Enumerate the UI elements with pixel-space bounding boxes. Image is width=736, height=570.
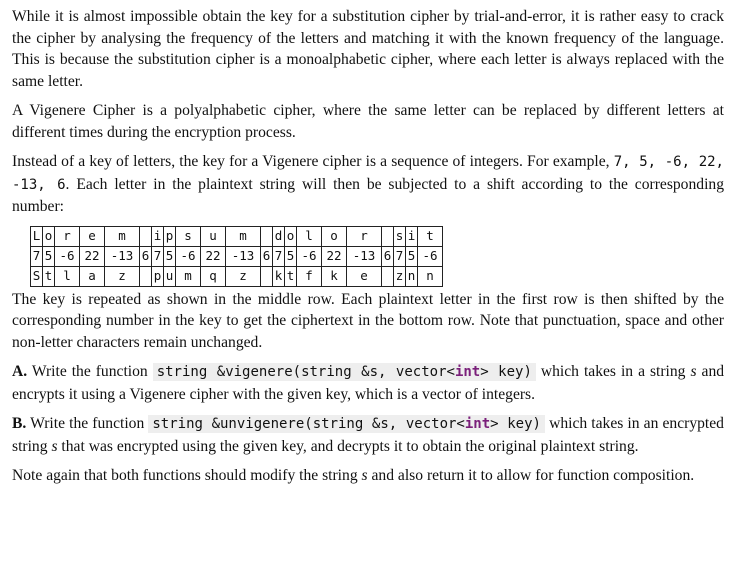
table-explanation-paragraph: The key is repeated as shown in the middle row. Each plaintext letter in the first row is then shifted by the corresponding number in the key to get the ciphertext in the bottom row. Note that punctuation, space and other non-letter characters remain unchanged. [12,290,724,351]
vigenere-signature-code [153,363,536,381]
vigenere-signature-pre: string &vigenere(string &s, vector< [156,364,455,380]
plaintext-cell: r [347,226,382,246]
ciphertext-cell: z [226,266,261,286]
note-paragraph [12,465,724,487]
vigenere-signature-keyword: int [454,364,481,380]
key-cell: 7 [394,246,406,266]
note-text-1: Note again that both functions should modify the string [12,467,358,484]
part-a-text-3: and encrypts it using a Vigenere cipher with the given key, which is a vector of integers. [12,363,725,403]
note-variable-s: s [361,467,368,484]
key-cell: 5 [43,246,55,266]
plaintext-cell: i [152,226,164,246]
key-cell: -6 [297,246,322,266]
cipher-table [30,226,443,287]
ciphertext-cell: m [176,266,201,286]
ciphertext-cell: t [285,266,297,286]
plaintext-row [31,226,443,246]
key-cell: 22 [80,246,105,266]
key-cell: 6 [382,246,394,266]
key-explanation-paragraph [12,151,724,218]
plaintext-cell: t [418,226,443,246]
part-b-label: B. [12,415,27,432]
part-b-text-2: which takes in an encrypted string [12,415,724,455]
plaintext-cell [261,226,273,246]
part-b-paragraph [12,413,724,457]
key-cell: 6 [261,246,273,266]
ciphertext-cell: k [273,266,285,286]
key-cell: 7 [31,246,43,266]
part-a-variable-s: s [690,363,697,380]
plaintext-cell: p [164,226,176,246]
ciphertext-cell: p [152,266,164,286]
ciphertext-cell: z [105,266,140,286]
key-cell: 6 [140,246,152,266]
ciphertext-cell: f [297,266,322,286]
plaintext-cell [140,226,152,246]
plaintext-cell: i [406,226,418,246]
plaintext-cell: d [273,226,285,246]
unvigenere-signature-post: > key) [490,416,541,432]
plaintext-cell: m [226,226,261,246]
key-cell: 22 [201,246,226,266]
key-cell: 7 [152,246,164,266]
ciphertext-cell: a [80,266,105,286]
key-cell: 5 [164,246,176,266]
plaintext-cell: o [285,226,297,246]
note-text-2: and also return it to allow for function composition. [371,467,695,484]
key-cell: -6 [55,246,80,266]
vigenere-definition-paragraph: A Vigenere Cipher is a polyalphabetic cipher, where the same letter can be replaced by different letters at different times during the encryption process. [12,102,724,141]
vigenere-signature-post: > key) [480,364,532,380]
ciphertext-cell: n [418,266,443,286]
plaintext-cell: m [105,226,140,246]
part-a-text-2: which takes in a string [540,363,686,380]
key-explanation-text-before: Instead of a key of letters, the key for a Vigenere cipher is a sequence of integers. For example, [12,153,610,170]
part-b-variable-s: s [51,437,58,455]
part-b-text-1: Write the function [30,415,145,432]
key-row [31,246,443,266]
key-cell: -6 [176,246,201,266]
unvigenere-signature-keyword: int [464,416,491,432]
unvigenere-signature-code [148,415,545,433]
key-cell: -6 [418,246,443,266]
plaintext-cell: r [55,226,80,246]
key-cell: 5 [406,246,418,266]
part-a-text-1: Write the function [31,363,148,380]
plaintext-cell [382,226,394,246]
ciphertext-cell: e [347,266,382,286]
ciphertext-cell: u [164,266,176,286]
ciphertext-cell: z [394,266,406,286]
part-a-label: A. [12,363,28,380]
key-cell: -13 [105,246,140,266]
part-a-paragraph [12,361,724,405]
example-key-code: 7, 5, -6, 22, -13, 6 [12,154,724,193]
ciphertext-cell: t [43,266,55,286]
ciphertext-cell: k [322,266,347,286]
intro-paragraph: While it is almost impossible obtain the key for a substitution cipher by trial-and-error, it is rather easy to crack the cipher by analysing the frequency of the letters and matching it with the known frequency of the language. This is because the substitution cipher is a monoalphabetic cipher, where each letter is always replaced with the same letter. [12,8,724,90]
plaintext-cell: s [176,226,201,246]
key-explanation-text-after: . Each letter in the plaintext string will then be subjected to a shift according to the corresponding number: [12,175,724,215]
key-cell: 5 [285,246,297,266]
part-b-text-3: that was encrypted using the given key, and decrypts it to obtain the original plaintext string. [61,437,639,455]
key-cell: -13 [347,246,382,266]
plaintext-cell: u [201,226,226,246]
key-cell: -13 [226,246,261,266]
ciphertext-cell [140,266,152,286]
ciphertext-cell [261,266,273,286]
key-cell: 7 [273,246,285,266]
ciphertext-cell: l [55,266,80,286]
unvigenere-signature-pre: string &unvigenere(string &s, vector< [152,416,465,432]
ciphertext-cell [382,266,394,286]
plaintext-cell: l [297,226,322,246]
plaintext-cell: o [322,226,347,246]
ciphertext-row [31,266,443,286]
key-cell: 22 [322,246,347,266]
plaintext-cell: L [31,226,43,246]
ciphertext-cell: q [201,266,226,286]
plaintext-cell: e [80,226,105,246]
ciphertext-cell: S [31,266,43,286]
plaintext-cell: s [394,226,406,246]
plaintext-cell: o [43,226,55,246]
ciphertext-cell: n [406,266,418,286]
